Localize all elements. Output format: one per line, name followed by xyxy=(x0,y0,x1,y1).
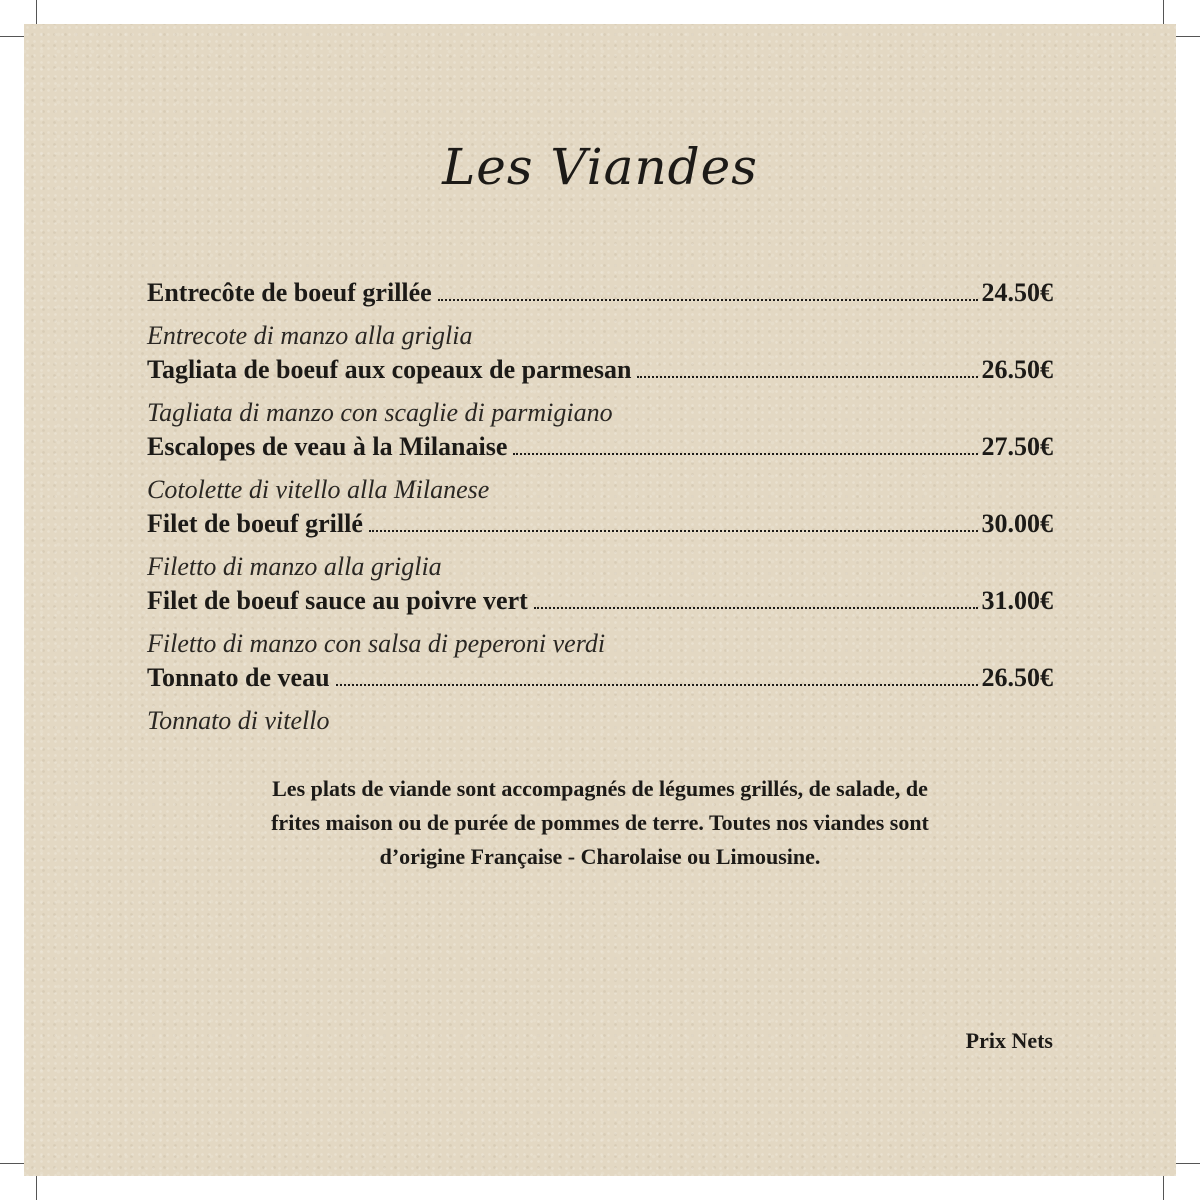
dot-leader xyxy=(513,453,977,455)
menu-item xyxy=(147,355,1053,432)
menu-item xyxy=(147,432,1053,509)
item-price: 26.50€ xyxy=(981,663,1053,692)
dot-leader xyxy=(438,299,978,301)
crop-mark xyxy=(0,1163,26,1164)
item-name: Entrecôte de boeuf grillée xyxy=(147,278,432,307)
menu-item xyxy=(147,278,1053,355)
item-name: Filet de boeuf sauce au poivre vert xyxy=(147,586,528,615)
item-name: Filet de boeuf grillé xyxy=(147,509,363,538)
crop-mark xyxy=(36,0,37,26)
menu-title: Les Viandes xyxy=(442,138,758,196)
menu-item xyxy=(147,586,1053,663)
dot-leader xyxy=(534,607,978,609)
menu-item xyxy=(147,663,1053,740)
note-line: Les plats de viande sont accompagnés de légumes grillés, de salade, de xyxy=(272,776,928,801)
menu-item xyxy=(147,509,1053,586)
item-price: 26.50€ xyxy=(981,355,1053,384)
crop-mark xyxy=(0,36,26,37)
crop-mark xyxy=(36,1174,37,1200)
item-name: Escalopes de veau à la Milanaise xyxy=(147,432,508,461)
crop-mark xyxy=(1163,0,1164,26)
item-translation: Tonnato di vitello xyxy=(147,706,330,735)
item-price: 31.00€ xyxy=(981,586,1053,615)
crop-mark xyxy=(1174,1163,1200,1164)
menu-list xyxy=(147,278,1053,740)
note-line: d’origine Française - Charolaise ou Limousine. xyxy=(379,844,821,869)
crop-mark xyxy=(1174,36,1200,37)
dot-leader xyxy=(369,530,978,532)
item-translation: Cotolette di vitello alla Milanese xyxy=(147,475,490,504)
item-translation: Filetto di manzo alla griglia xyxy=(147,552,442,581)
item-price: 30.00€ xyxy=(981,509,1053,538)
item-price: 24.50€ xyxy=(981,278,1053,307)
crop-mark xyxy=(1163,1174,1164,1200)
item-name: Tonnato de veau xyxy=(147,663,330,692)
item-translation: Tagliata di manzo con scaglie di parmigiano xyxy=(147,398,613,427)
item-name: Tagliata de boeuf aux copeaux de parmesan xyxy=(147,355,632,384)
dot-leader xyxy=(336,684,978,686)
dot-leader xyxy=(637,376,977,378)
item-translation: Entrecote di manzo alla griglia xyxy=(147,321,473,350)
note-line: frites maison ou de purée de pommes de terre. Toutes nos viandes sont xyxy=(271,810,929,835)
prix-nets-label: Prix Nets xyxy=(965,1028,1053,1053)
item-translation: Filetto di manzo con salsa di peperoni verdi xyxy=(147,629,606,658)
item-price: 27.50€ xyxy=(981,432,1053,461)
accompaniment-note xyxy=(150,772,1050,874)
